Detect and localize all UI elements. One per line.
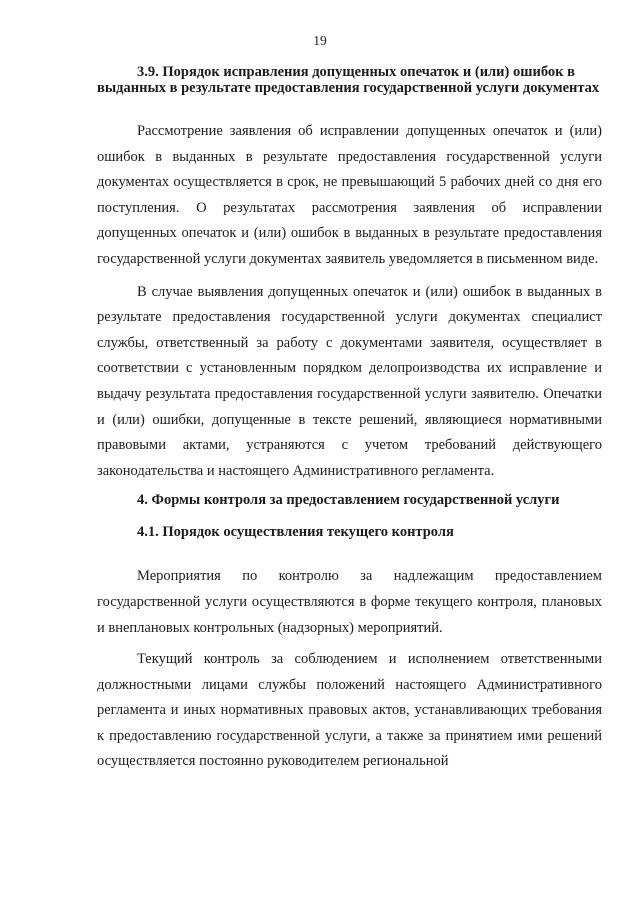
section-3-9-paragraph-2: В случае выявления допущенных опечаток и (или) ошибок в выданных в результате предоставления государственной услуги документах специалист службы, ответственный за работу с документами заявителя, осуществляет в соответствии с установленным порядком делопроизводства их исправление и выдачу результата предоставления государственной услуги заявителю. Опечатки и (или) ошибки, допущенные в тексте решений, являющиеся нормативными правовыми актами, устраняются с учетом требований действующего законодательства и настоящего Административного регламента. [97,283,602,479]
page-content [97,60,602,775]
section-4-1-heading: 4.1. Порядок осуществления текущего контроля [137,524,454,541]
section-3-9-heading [97,64,602,96]
section-3-9-heading-rest: выданных в результате предоставления государственной услуги документах [97,80,600,96]
section-4-1-paragraph-2: Текущий контроль за соблюдением и исполнением ответственными должностными лицами службы положений настоящего Административного регламента и иных нормативных правовых актов, устанавливающих требования к предоставлению государственной услуги, а также за принятием ими решений осуществляется постоянно руководителем региональной [97,651,602,770]
section-3-9-paragraph-1: Рассмотрение заявления об исправлении допущенных опечаток и (или) ошибок в выданных в результате предоставления государственной услуги документах осуществляется в срок, не превышающий 5 рабочих дней со дня его поступления. О результатах рассмотрения заявления об исправлении допущенных опечаток и (или) ошибок в выданных в результате предоставления государственной услуги документах заявитель уведомляется в письменном виде. [97,123,602,267]
section-4-1-paragraph-1: Мероприятия по контролю за надлежащим предоставлением государственной услуги осуществляются в форме текущего контроля, плановых и внеплановых контрольных (надзорных) мероприятий. [97,568,602,636]
page-number: 19 [313,33,327,48]
section-3-9-heading-line1: 3.9. Порядок исправления допущенных опечаток и (или) ошибок в [137,64,575,80]
section-4-heading: 4. Формы контроля за предоставлением государственной услуги [137,492,560,509]
